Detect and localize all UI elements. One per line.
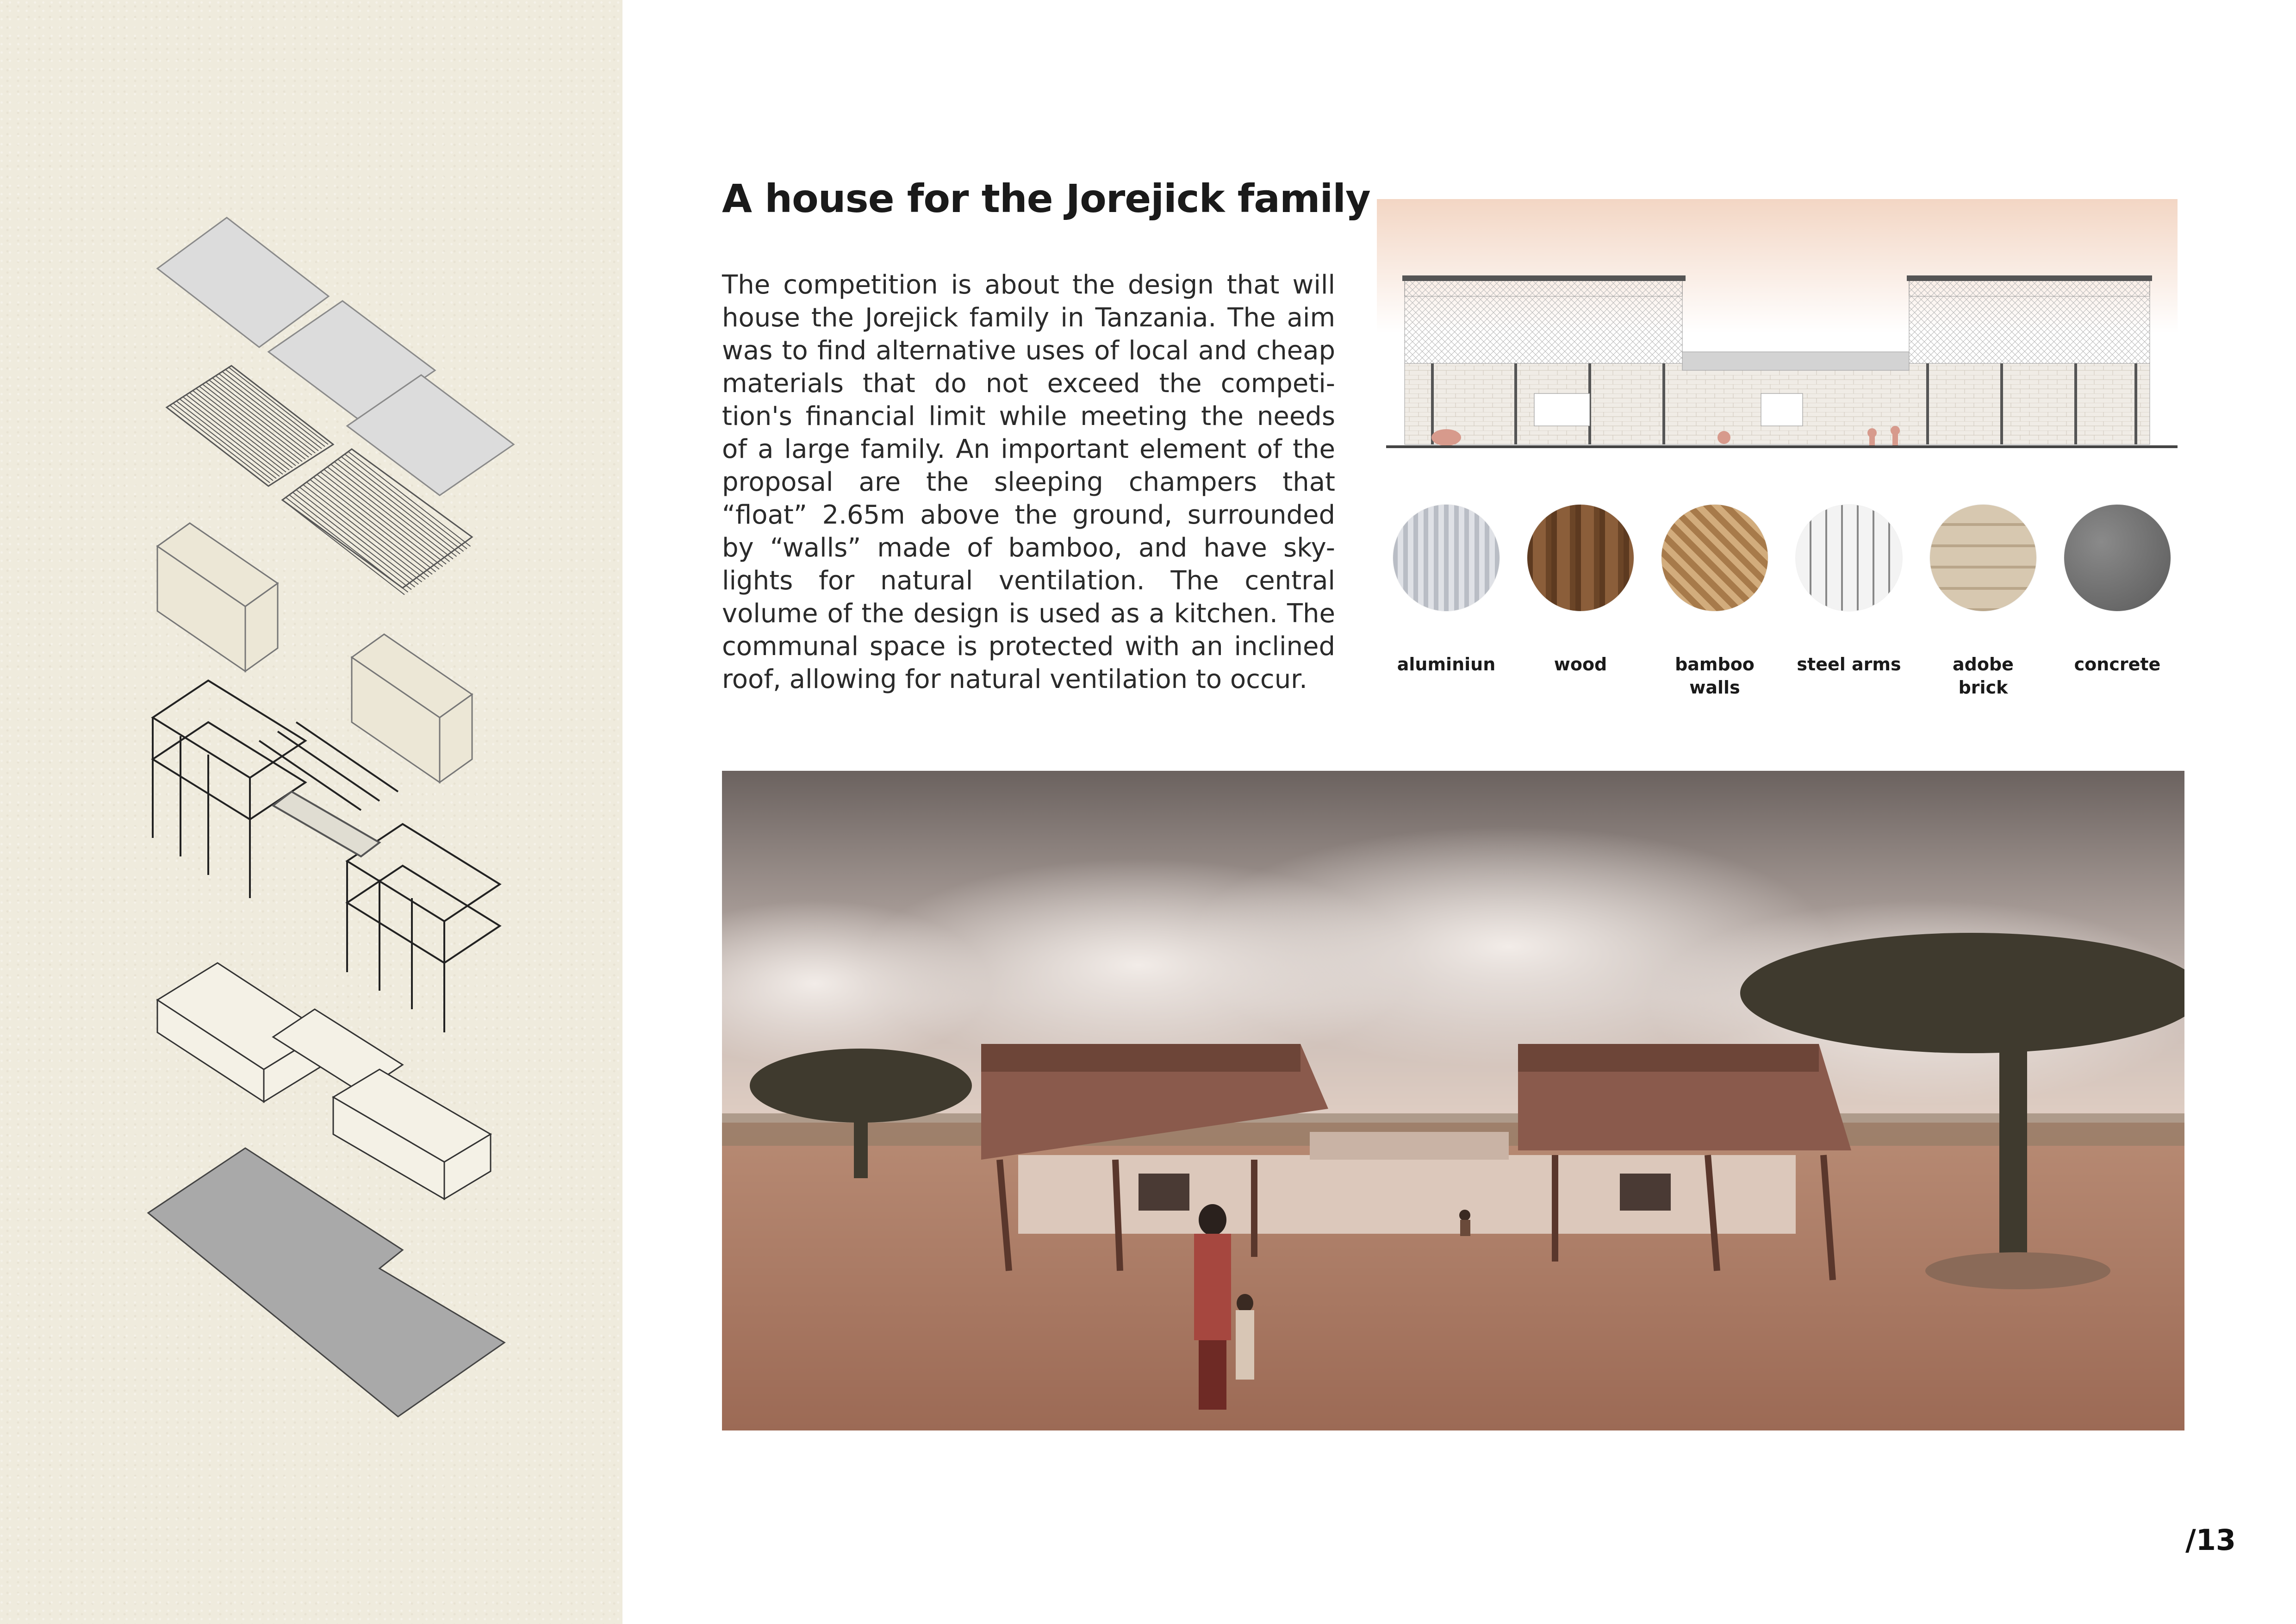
slat-line — [218, 373, 318, 450]
material-label: steel arms — [1797, 654, 1901, 675]
slat-line — [199, 386, 299, 463]
slat-line — [222, 371, 322, 449]
material-label: adobe brick — [1953, 654, 2014, 698]
slat-line — [314, 477, 436, 572]
material-label: aluminiun — [1397, 654, 1496, 675]
slat-line — [215, 375, 315, 453]
wood-planks-icon — [1527, 505, 1634, 611]
material-label: bamboo walls — [1675, 654, 1755, 698]
slat-line — [170, 405, 270, 482]
steel-frame-icon — [1796, 505, 1902, 611]
front-elevation-drawing — [1377, 199, 2178, 468]
material-concrete — [2048, 505, 2187, 676]
material-wood — [1511, 505, 1650, 676]
perspective-render-image — [722, 771, 2184, 1430]
sidebar-panel — [0, 0, 622, 1624]
materials-legend — [1377, 505, 2191, 727]
description-paragraph: The competition is about the design that will house the Jorejick family in Tanzania. The aim was to find alternative uses of local and cheap materials that do not exceed the competi- tion's financial limit while meeting the needs of a large family. An important element of the proposal are the sleeping champers that “float” 2.65m above the ground, surrounded by “walls” made of bamboo, and have sky- lights for natural ventilation. The central volume of the design is used as a kitchen. The communal space is protected with an inclined roof, allowing for natural ventilation to occur. — [722, 270, 1335, 694]
slat-line — [293, 493, 415, 587]
slat-line — [205, 382, 305, 459]
slat-line — [282, 500, 404, 595]
slat-line — [176, 401, 276, 478]
material-steel-arms — [1780, 505, 1918, 676]
slat-line — [183, 397, 283, 474]
slat-line — [167, 407, 267, 485]
ground-floor-walls — [157, 963, 491, 1199]
slat-line — [180, 399, 280, 476]
left-roof-edge — [1402, 275, 1686, 281]
corrugated-aluminium-icon — [1393, 505, 1500, 611]
slat-line — [286, 498, 408, 593]
slat-line — [300, 487, 422, 582]
material-label: concrete — [2074, 654, 2161, 675]
concrete-texture-icon — [2064, 505, 2171, 611]
slat-line — [173, 403, 273, 481]
page-number: /13 — [2185, 1523, 2236, 1557]
slat-line — [209, 380, 309, 457]
slat-line — [189, 393, 289, 470]
slat-line — [289, 495, 411, 590]
right-roof-edge — [1907, 275, 2152, 281]
material-adobe-brick — [1914, 505, 2053, 699]
page-title: A house for the Jorejick family — [722, 176, 1370, 221]
material-bamboo-walls — [1645, 505, 1784, 699]
slat-line — [317, 475, 439, 569]
material-aluminium — [1377, 505, 1516, 676]
slat-line — [296, 490, 418, 585]
exploded-axonometric-diagram — [139, 204, 537, 1481]
slats-left — [167, 367, 328, 485]
slat-line — [321, 472, 443, 567]
bamboo-wall-boxes — [157, 523, 472, 782]
bamboo-weave-icon — [1661, 505, 1768, 611]
roof-panels — [157, 218, 514, 495]
adobe-brick-icon — [1930, 505, 2036, 611]
slat-line — [303, 485, 425, 580]
slat-line — [202, 384, 302, 461]
slat-line — [196, 388, 296, 466]
material-label: wood — [1554, 654, 1607, 675]
